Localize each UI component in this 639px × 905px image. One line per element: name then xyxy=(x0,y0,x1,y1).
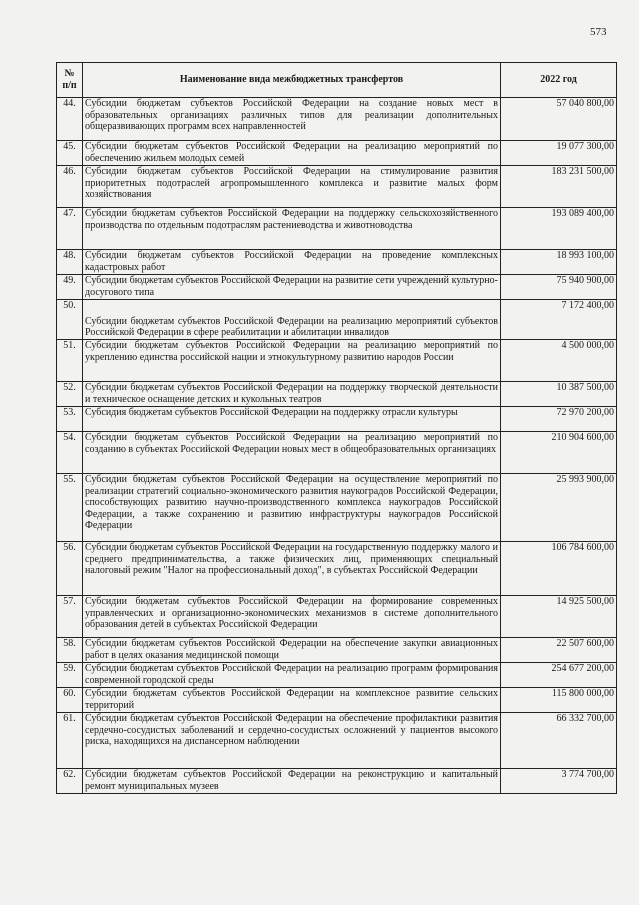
table-header-row xyxy=(57,63,617,98)
row-number: 47. xyxy=(57,208,83,250)
transfer-name: Субсидии бюджетам субъектов Российской Федерации на поддержку сельскохозяйственного производства по отдельным подотраслям растениеводства и животноводства xyxy=(83,208,501,250)
row-number: 46. xyxy=(57,166,83,208)
transfer-name: Субсидии бюджетам субъектов Российской Федерации на реализацию мероприятий субъектов Российской Федерации в сфере реабилитации и абилитации инвалидов xyxy=(83,300,501,340)
row-number: 54. xyxy=(57,432,83,474)
row-number: 51. xyxy=(57,340,83,382)
transfer-amount: 10 387 500,00 xyxy=(501,382,617,407)
transfer-amount: 7 172 400,00 xyxy=(501,300,617,340)
table-row xyxy=(57,638,617,663)
row-number: 50. xyxy=(57,300,83,340)
transfer-amount: 183 231 500,00 xyxy=(501,166,617,208)
row-number: 48. xyxy=(57,250,83,275)
transfer-amount: 18 993 100,00 xyxy=(501,250,617,275)
table-row xyxy=(57,769,617,794)
row-number: 58. xyxy=(57,638,83,663)
transfer-name: Субсидии бюджетам субъектов Российской Федерации на реализацию мероприятий по обеспечению жильем молодых семей xyxy=(83,141,501,166)
table-row xyxy=(57,166,617,208)
transfer-name: Субсидии бюджетам субъектов Российской Федерации на государственную поддержку малого и среднего предпринимательства, а также физических лиц, применяющих специальный налоговый режим "Налог на профессиональный доход", в субъектах Российской Федерации xyxy=(83,542,501,596)
transfer-amount: 72 970 200,00 xyxy=(501,407,617,432)
row-number: 62. xyxy=(57,769,83,794)
transfer-amount: 22 507 600,00 xyxy=(501,638,617,663)
table-row xyxy=(57,250,617,275)
table-body xyxy=(57,98,617,794)
transfer-amount: 115 800 000,00 xyxy=(501,688,617,713)
transfer-name: Субсидии бюджетам субъектов Российской Федерации на обеспечение закупки авиационных работ в целях оказания медицинской помощи xyxy=(83,638,501,663)
table-row xyxy=(57,688,617,713)
row-number: 55. xyxy=(57,474,83,542)
transfer-amount: 19 077 300,00 xyxy=(501,141,617,166)
row-number: 45. xyxy=(57,141,83,166)
row-number: 59. xyxy=(57,663,83,688)
row-number: 56. xyxy=(57,542,83,596)
transfer-name: Субсидии бюджетам субъектов Российской Федерации на создание новых мест в образовательных организациях различных типов для реализации дополнительных общеразвивающих программ всех направленностей xyxy=(83,98,501,141)
transfer-name: Субсидии бюджетам субъектов Российской Федерации на реализацию мероприятий по созданию в субъектах Российской Федерации новых мест в общеобразовательных организациях xyxy=(83,432,501,474)
table-row xyxy=(57,208,617,250)
table-row xyxy=(57,141,617,166)
table-row xyxy=(57,663,617,688)
row-number: 49. xyxy=(57,275,83,300)
transfer-amount: 14 925 500,00 xyxy=(501,596,617,638)
table-row xyxy=(57,407,617,432)
transfer-amount: 57 040 800,00 xyxy=(501,98,617,141)
row-number: 52. xyxy=(57,382,83,407)
row-number: 53. xyxy=(57,407,83,432)
row-number: 57. xyxy=(57,596,83,638)
table-row xyxy=(57,382,617,407)
transfer-amount: 75 940 900,00 xyxy=(501,275,617,300)
transfer-name: Субсидии бюджетам субъектов Российской Федерации на реконструкцию и капитальный ремонт муниципальных музеев xyxy=(83,769,501,794)
transfers-table xyxy=(56,62,617,794)
table-row xyxy=(57,340,617,382)
transfer-name: Субсидии бюджетам субъектов Российской Федерации на комплексное развитие сельских территорий xyxy=(83,688,501,713)
transfer-amount: 193 089 400,00 xyxy=(501,208,617,250)
table-row xyxy=(57,713,617,769)
table-row xyxy=(57,596,617,638)
transfer-name: Субсидия бюджетам субъектов Российской Федерации на поддержку отрасли культуры xyxy=(83,407,501,432)
transfer-name: Субсидии бюджетам субъектов Российской Федерации на обеспечение профилактики развития сердечно-сосудистых заболеваний и сердечно-сосудистых осложнений у пациентов высокого риска, находящихся на диспансерном наблюдении xyxy=(83,713,501,769)
transfer-name: Субсидии бюджетам субъектов Российской Федерации на поддержку творческой деятельности и техническое оснащение детских и кукольных театров xyxy=(83,382,501,407)
transfer-name: Субсидии бюджетам субъектов Российской Федерации на реализацию программ формирования современной городской среды xyxy=(83,663,501,688)
transfer-amount: 254 677 200,00 xyxy=(501,663,617,688)
transfer-name: Субсидии бюджетам субъектов Российской Федерации на стимулирование развития приоритетных подотраслей агропромышленного комплекса и развитие малых форм хозяйствования xyxy=(83,166,501,208)
transfer-amount: 25 993 900,00 xyxy=(501,474,617,542)
row-number: 44. xyxy=(57,98,83,141)
header-num: № п/п xyxy=(57,63,83,98)
header-year: 2022 год xyxy=(501,63,617,98)
transfer-amount: 210 904 600,00 xyxy=(501,432,617,474)
row-number: 61. xyxy=(57,713,83,769)
transfer-amount: 3 774 700,00 xyxy=(501,769,617,794)
transfer-name: Субсидии бюджетам субъектов Российской Федерации на проведение комплексных кадастровых работ xyxy=(83,250,501,275)
table-row xyxy=(57,432,617,474)
transfer-name: Субсидии бюджетам субъектов Российской Федерации на осуществление мероприятий по реализации стратегий социально-экономического развития наукоградов Российской Федерации, способствующих развитию научно-производственного комплекса наукоградов Российской Федерации, а также сохранению и развитию инфраструктуры наукоградов Российской Федерации xyxy=(83,474,501,542)
table-row xyxy=(57,474,617,542)
transfer-amount: 106 784 600,00 xyxy=(501,542,617,596)
transfer-amount: 4 500 000,00 xyxy=(501,340,617,382)
table-row xyxy=(57,542,617,596)
transfer-name: Субсидии бюджетам субъектов Российской Федерации на развитие сети учреждений культурно-досугового типа xyxy=(83,275,501,300)
header-name: Наименование вида межбюджетных трансфертов xyxy=(83,63,501,98)
transfer-name: Субсидии бюджетам субъектов Российской Федерации на формирование современных управленческих и организационно-экономических механизмов в системе дополнительного образования детей в субъектах Российской Федерации xyxy=(83,596,501,638)
table-row xyxy=(57,300,617,340)
page-number: 573 xyxy=(590,26,607,38)
table-row xyxy=(57,98,617,141)
row-number: 60. xyxy=(57,688,83,713)
table-row xyxy=(57,275,617,300)
transfer-amount: 66 332 700,00 xyxy=(501,713,617,769)
transfer-name: Субсидии бюджетам субъектов Российской Федерации на реализацию мероприятий по укреплению единства российской нации и этнокультурному развитию народов России xyxy=(83,340,501,382)
